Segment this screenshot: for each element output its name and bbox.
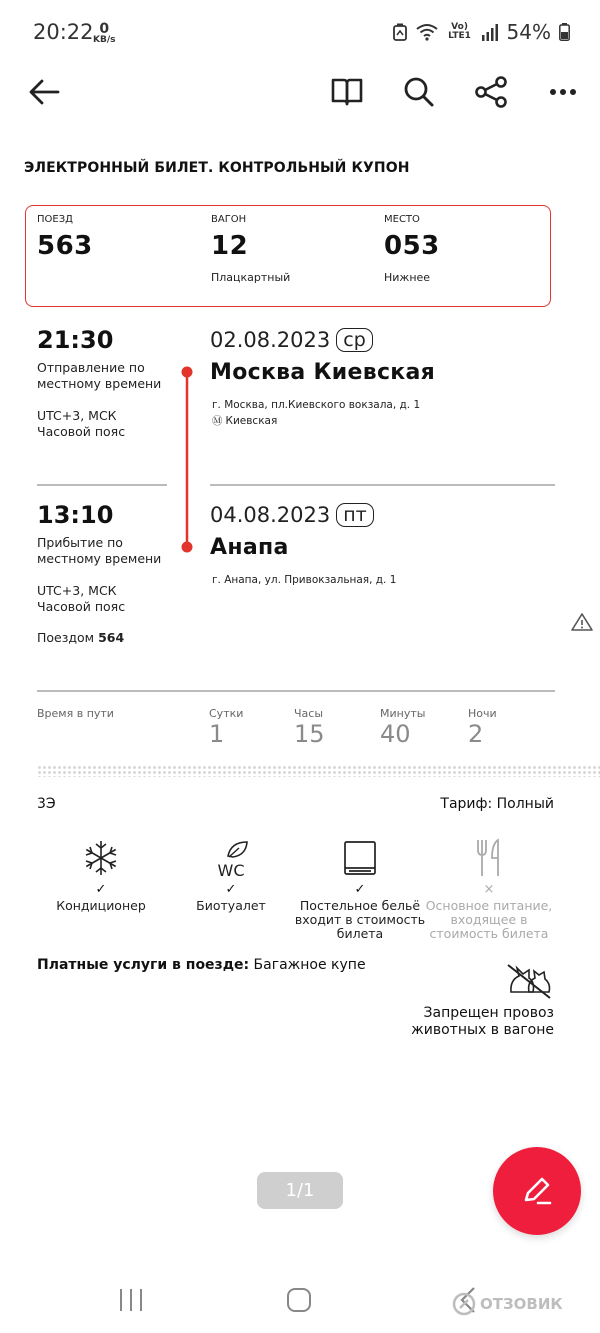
- status-time: 20:22: [33, 20, 94, 44]
- by-train-label: Поездом: [37, 630, 95, 645]
- car-label: ВАГОН: [211, 214, 247, 225]
- seat-type: Нижнее: [384, 271, 431, 284]
- arrival-timezone-label: Часовой пояс: [37, 599, 126, 614]
- recents-button[interactable]: [101, 1280, 161, 1320]
- page-indicator: 1/1: [257, 1172, 343, 1209]
- train-number: 563: [37, 231, 93, 261]
- departure-time: 21:30: [37, 326, 114, 354]
- ticket-title: ЭЛЕКТРОННЫЙ БИЛЕТ. КОНТРОЛЬНЫЙ КУПОН: [24, 160, 410, 176]
- snowflake-icon: [31, 838, 171, 878]
- seat-label: МЕСТО: [384, 214, 420, 225]
- amenity-mark: ✓: [225, 882, 237, 897]
- arrival-timezone: UTC+3, МСК: [37, 583, 117, 598]
- arrival-date-line: [210, 503, 374, 527]
- service-class: 3Э: [37, 796, 56, 812]
- book-icon[interactable]: [327, 72, 367, 112]
- duration-days-value: 1: [209, 720, 225, 748]
- departure-metro: [212, 414, 277, 429]
- arrival-weekday: пт: [336, 503, 374, 527]
- wifi-icon: [415, 23, 439, 41]
- edit-button[interactable]: [493, 1147, 581, 1235]
- arrival-address: г. Анапа, ул. Привокзальная, д. 1: [212, 574, 397, 586]
- divider-right: [210, 484, 555, 486]
- battery-percent: 54%: [506, 20, 551, 44]
- duration-nights-label: Ночи: [468, 707, 497, 720]
- amenity-label: Основное питание, входящее в стоимость билета: [425, 898, 553, 941]
- paid-services-label: Платные услуги в поезде:: [37, 957, 250, 973]
- departure-address: г. Москва, пл.Киевского вокзала, д. 1: [212, 399, 421, 411]
- departure-date-line: [210, 328, 373, 352]
- pencil-icon: [520, 1174, 554, 1208]
- no-pets-icon: [505, 962, 553, 1004]
- home-button[interactable]: [269, 1280, 329, 1320]
- departure-station: Москва Киевская: [210, 360, 436, 385]
- more-icon[interactable]: [543, 72, 583, 112]
- divider-duration: [37, 690, 555, 692]
- car-type: Плацкартный: [211, 271, 291, 284]
- network-speed-unit: KB/s: [93, 35, 116, 45]
- search-icon[interactable]: [399, 72, 439, 112]
- signal-icon: [481, 23, 499, 41]
- car-number: 12: [211, 231, 249, 261]
- duration-nights-value: 2: [468, 720, 484, 748]
- network-speed-value: 0: [99, 21, 110, 37]
- arrival-station: Анапа: [210, 535, 289, 560]
- duration-days-label: Сутки: [209, 707, 244, 720]
- duration-minutes-value: 40: [380, 720, 411, 748]
- amenity-label: Постельное бельё входит в стоимость билета: [294, 898, 426, 941]
- amenity-label: Кондиционер: [56, 898, 146, 913]
- departure-timezone: UTC+3, МСК: [37, 408, 117, 423]
- departure-timezone-label: Часовой пояс: [37, 424, 126, 439]
- warning-icon[interactable]: [570, 612, 594, 636]
- wc-leaf-icon: [161, 838, 301, 878]
- pets-label: Запрещен провоз животных в вагоне: [411, 1005, 554, 1038]
- battery-icon: [559, 23, 570, 41]
- arrival-time: 13:10: [37, 501, 114, 529]
- ticket-summary-card: [25, 205, 551, 307]
- watermark: [452, 1292, 563, 1316]
- train-label: ПОЕЗД: [37, 214, 73, 225]
- divider-left: [37, 484, 167, 486]
- arrival-time-note: Прибытие по местному времени: [37, 535, 162, 566]
- seat-block: [384, 214, 440, 284]
- status-icons: [393, 20, 570, 44]
- arrival-date: 04.08.2023: [210, 503, 331, 527]
- train-block: [37, 214, 93, 261]
- departure-metro-name: Киевская: [225, 415, 278, 427]
- amenity-label: Биотуалет: [196, 898, 266, 913]
- amenity-bed-linen: [290, 838, 430, 941]
- paid-services: [37, 957, 366, 973]
- departure-weekday: ср: [336, 328, 373, 352]
- car-block: [211, 214, 290, 284]
- amenity-biotoilet: [161, 838, 301, 913]
- duration-hours-value: 15: [294, 720, 325, 748]
- metro-icon: Ⓜ: [212, 415, 223, 427]
- seat-number: 053: [384, 231, 440, 261]
- departure-time-note: Отправление по местному времени: [37, 360, 162, 391]
- duration-minutes-label: Минуты: [380, 707, 426, 720]
- network-speed: [93, 22, 115, 45]
- linen-icon: [290, 838, 430, 878]
- amenity-mark: ✓: [95, 882, 107, 897]
- duration-days: [209, 707, 243, 748]
- tariff: Тариф: Полный: [440, 796, 554, 812]
- by-train: [37, 630, 124, 646]
- network-type: Vo) LTE1: [448, 22, 471, 41]
- amenity-meals: [419, 838, 559, 941]
- amenity-mark: ✓: [354, 882, 366, 897]
- departure-date: 02.08.2023: [210, 328, 331, 352]
- duration-label: Время в пути: [37, 707, 114, 720]
- recycle-icon: [393, 23, 407, 41]
- watermark-text: ОТЗОВИК: [480, 1295, 563, 1313]
- route-line: [180, 365, 194, 555]
- by-train-number: 564: [98, 630, 125, 645]
- svg-text:WC: WC: [217, 861, 245, 878]
- duration-nights: [468, 707, 497, 748]
- paid-services-value: Багажное купе: [253, 957, 366, 973]
- duration-hours: [294, 707, 325, 748]
- duration-hours-label: Часы: [294, 707, 324, 720]
- back-arrow-icon[interactable]: [24, 72, 64, 112]
- duration-minutes: [380, 707, 425, 748]
- share-icon[interactable]: [471, 72, 511, 112]
- cutlery-icon: [419, 838, 559, 878]
- amenity-air-conditioning: [31, 838, 171, 913]
- amenity-mark: ×: [483, 882, 495, 897]
- perforation-divider: [37, 765, 600, 777]
- watermark-logo-icon: [452, 1292, 476, 1316]
